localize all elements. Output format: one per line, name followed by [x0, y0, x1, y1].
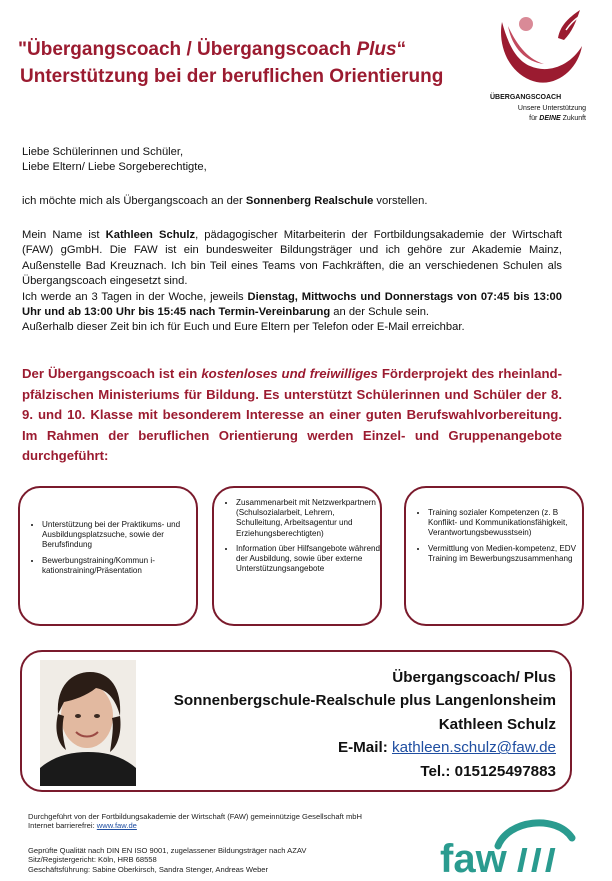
- logo-name: ÜBERGANGSCOACH: [490, 94, 562, 101]
- list-item: • Training sozialer Kompetenzen (z. B Konflikt- und Kommunikationsfähigkeit, Verantwortungsbewusstsein): [428, 508, 582, 539]
- offer-box-1: [18, 486, 198, 626]
- faw-logo-text: faw: [440, 837, 507, 876]
- page-title: [18, 36, 488, 90]
- faw-arc-icon: [498, 823, 572, 846]
- footer-legal: Geprüfte Qualität nach DIN EN ISO 9001, zugelassener Bildungsträger nach AZAV Sitz/Registergericht: Köln, HRB 68558 Geschäftsführung: Sabine Oberkirsch, Sandra Stenger, Andreas Weber: [28, 846, 307, 874]
- contact-phone-row: Tel.: 015125497883: [420, 762, 556, 780]
- introduction-paragraph: Mein Name ist Kathleen Schulz, pädagogischer Mitarbeiterin der Fortbildungsakademie der Wirtschaft (FAW) gGmbH. Die FAW ist ein bundesweiter Bildungsträger und ich gehöre zur Akademie Mainz, Außenstelle Bad Kreuznach. Ich bin Teil eines Teams von Fachkräften, die an verschiedenen Schulen als Übergangscoach eingesetzt sind. Ich werde an 3 Tagen in der Woche, jeweils Dienstag, Mittwochs und Donnerstags von 07:45 bis 13:00 Uhr und ab 13:00 Uhr bis 15:45 nach Termin-Vereinbarung an der Schule sein. Außerhalb dieser Zeit bin ich für Euch und Eure Eltern per Telefon oder E-Mail erreichbar.: [22, 229, 562, 334]
- title-line-2: Unterstützung bei der beruflichen Orientierung: [20, 66, 444, 87]
- list-item: • Zusammenarbeit mit Netzwerkpartnern (Schulsozialarbeit, Lehrern, Schulleitung, Arbeitsagentur und Erziehungsberechtigten): [236, 498, 380, 539]
- intro-sentence: ich möchte mich als Übergangscoach an der Sonnenberg Realschule vorstellen.: [22, 195, 428, 207]
- phone-number: 015125497883: [454, 762, 556, 780]
- contact-email-row: E-Mail: kathleen.schulz@faw.de: [337, 739, 556, 757]
- email-link[interactable]: kathleen.schulz@faw.de: [391, 739, 556, 757]
- footer-provider: Durchgeführt von der Fortbildungsakademie der Wirtschaft (FAW) gemeinnützige Gesellschaft mbH Internet barrierefrei: www.faw.de: [28, 812, 362, 831]
- portrait-photo: [40, 660, 136, 786]
- list-item: • Information über Hilfsangebote während der Ausbildung, sowie über externe Unterstützungsangebote: [236, 544, 380, 575]
- list-item: • Bewerbungstraining/Kommun i-kationstraining/Präsentation: [42, 556, 196, 576]
- contact-school: Sonnenbergschule-Realschule plus Langenlonsheim: [173, 692, 556, 710]
- contact-role: Übergangscoach/ Plus: [392, 669, 556, 686]
- offer-box-2: [212, 486, 382, 626]
- offer-box-3: [404, 486, 584, 626]
- project-description: Der Übergangscoach ist ein kostenloses und freiwilliges Förderprojekt des rheinland-pfälzischen Ministeriums für Bildung. Es unterstützt Schülerinnen und Schüler der 8. 9. und 10. Klasse mit besonderem Interesse an einer guten Berufswahlvorbereitung. Im Rahmen der beruflichen Orientierung werden Einzel- und Gruppenangebote durchgeführt:: [22, 366, 562, 464]
- logo-tagline: Unsere Unterstützung für DEINE Zukunft: [517, 105, 586, 122]
- faw-logo: [438, 812, 588, 876]
- contact-name: Kathleen Schulz: [438, 715, 556, 733]
- title-line-1: "Übergangscoach / Übergangscoach Plus“: [18, 39, 407, 60]
- list-item: • Vermittlung von Medien-kompetenz, EDV Training im Bewerbungszusammenhang: [428, 544, 582, 564]
- greeting: Liebe Schülerinnen und Schüler, Liebe Eltern/ Liebe Sorgeberechtigte,: [22, 146, 207, 174]
- uebergangscoach-logo: [488, 8, 602, 128]
- website-link[interactable]: www.faw.de: [96, 821, 137, 831]
- list-item: • Unterstützung bei der Praktikums- und Ausbildungsplatzsuche, sowie der Berufsfindung: [42, 520, 196, 551]
- smile-logo-icon: [496, 8, 588, 92]
- contact-details: [174, 666, 556, 783]
- contact-card: [20, 650, 572, 792]
